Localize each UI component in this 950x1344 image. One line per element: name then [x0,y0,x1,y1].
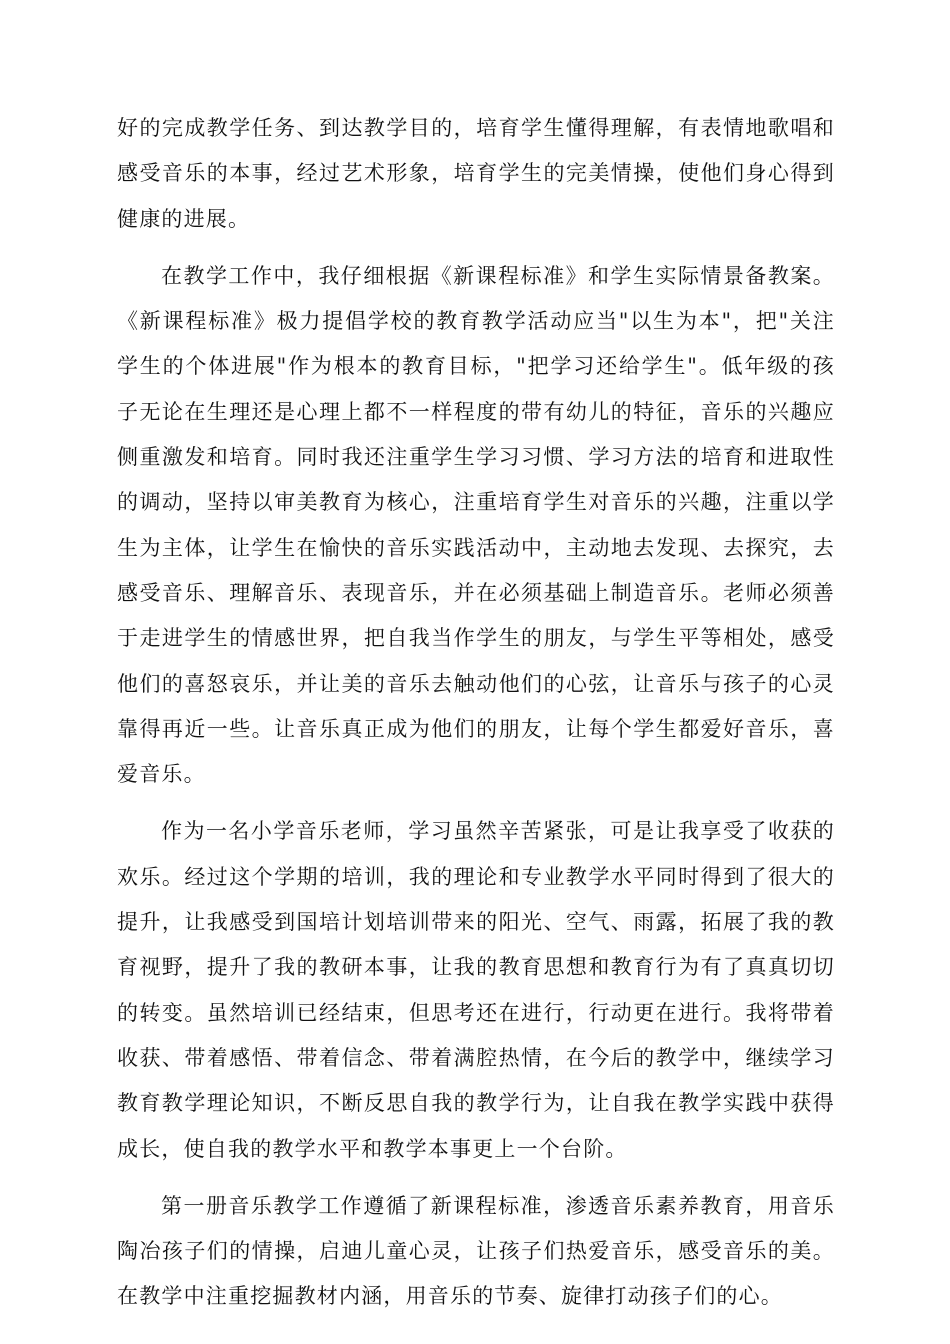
document-body [117,106,835,1332]
paragraph-first-volume: 第一册音乐教学工作遵循了新课程标准，渗透音乐素养教育，用音乐陶冶孩子们的情操，启迪儿童心灵，让孩子们热爱音乐，感受音乐的美。在教学中注重挖掘教材内涵，用音乐的节奏、旋律打动孩子们的心。 [117,1193,835,1309]
paragraph-teaching-work: 在教学工作中，我仔细根据《新课程标准》和学生实际情景备教案。《新课程标准》极力提倡学校的教育教学活动应当"以生为本"，把"关注学生的个体进展"作为根本的教育目标，"把学习还给学生"。低年级的孩子无论在生理还是心理上都不一样程度的带有幼儿的特征，音乐的兴趣应侧重激发和培育。同时我还注重学生学习习惯、学习方法的培育和进取性的调动，坚持以审美教育为核心，注重培育学生对音乐的兴趣，注重以学生为主体，让学生在愉快的音乐实践活动中，主动地去发现、去探究，去感受音乐、理解音乐、表现音乐，并在必须基础上制造音乐。老师必须善于走进学生的情感世界，把自我当作学生的朋友，与学生平等相处，感受他们的喜怒哀乐，并让美的音乐去触动他们的心弦，让音乐与孩子的心灵靠得再近一些。让音乐真正成为他们的朋友，让每个学生都爱好音乐，喜爱音乐。 [117,263,835,787]
paragraph-training-reflection: 作为一名小学音乐老师，学习虽然辛苦紧张，可是让我享受了收获的欢乐。经过这个学期的培训，我的理论和专业教学水平同时得到了很大的提升，让我感受到国培计划培训带来的阳光、空气、雨露，拓展了我的教育视野，提升了我的教研本事，让我的教育思想和教育行为有了真真切切的转变。虽然培训已经结束，但思考还在进行，行动更在进行。我将带着收获、带着感悟、带着信念、带着满腔热情，在今后的教学中，继续学习教育教学理论知识，不断反思自我的教学行为，让自我在教学实践中获得成长，使自我的教学水平和教学本事更上一个台阶。 [117,819,835,1161]
paragraph-continuation: 好的完成教学任务、到达教学目的，培育学生懂得理解，有表情地歌唱和感受音乐的本事，经过艺术形象，培育学生的完美情操，使他们身心得到健康的进展。 [117,116,835,231]
